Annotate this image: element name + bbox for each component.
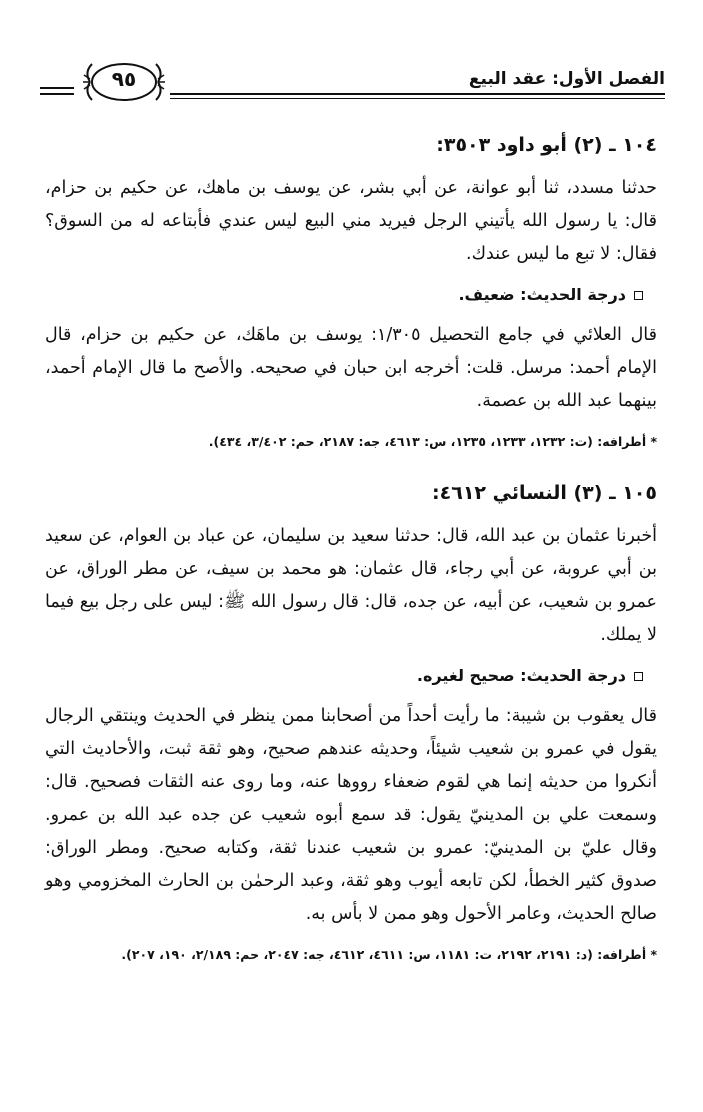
header-dash	[40, 87, 74, 99]
page-body	[45, 128, 657, 967]
hadith-104-commentary: قال العلائي في جامع التحصيل ١/٣٠٥: يوسف بن ماهَك، عن حكيم بن حزام، قال الإمام أحمد: مرسل. قلت: أخرجه ابن حبان في صحيحه. والأصح ما قال الإمام أحمد، بينهما عبد الله بن عصمة.	[45, 325, 657, 411]
hadith-104-refs: * أطرافه: (ت: ١٢٣٢، ١٢٣٣، ١٢٣٥، س: ٤٦١٣، جه: ٢١٨٧، حم: ٣/٤٠٢، ٤٣٤).	[208, 434, 657, 449]
page-number: ٩٥	[111, 67, 137, 91]
chapter-title: الفصل الأول: عقد البيع	[468, 69, 665, 89]
square-bullet-icon	[634, 672, 643, 681]
hadith-105-text: أخبرنا عثمان بن عبد الله، قال: حدثنا سعيد بن سليمان، عن عباد بن العوام، عن سعيد بن أبي عروبة، عن أبي رجاء، قال عثمان: هو محمد بن سيف، عن مطر الوراق، عن عمرو بن شعيب، عن أبيه، عن جده، قال: قال رسول الله ﷺ: ليس على رجل بيع فيما لا يملك.	[45, 526, 657, 645]
hadith-104-grade	[45, 283, 657, 307]
hadith-105-heading: ١٠٥ ـ (٣) النسائي ٤٦١٢:	[432, 482, 657, 504]
hadith-104-text: حدثنا مسدد، ثنا أبو عوانة، عن أبي بشر، عن يوسف بن ماهك، عن حكيم بن حزام، قال: يا رسول الله يأتيني الرجل فيريد مني البيع ليس عندي فأبتاعه له من السوق؟ فقال: لا تبع ما ليس عندك.	[45, 178, 657, 264]
hadith-105-grade-text: درجة الحديث: صحيح لغيره.	[416, 666, 626, 685]
page-header	[0, 55, 703, 115]
header-rule	[170, 93, 665, 99]
square-bullet-icon	[634, 291, 643, 300]
hadith-105-refs: * أطرافه: (د: ٢١٩١، ٢١٩٢، ت: ١١٨١، س: ٤٦١١، ٤٦١٢، جه: ٢٠٤٧، حم: ٢/١٨٩، ١٩٠، ٢٠٧).	[121, 947, 657, 962]
hadith-105-commentary: قال يعقوب بن شيبة: ما رأيت أحداً من أصحابنا ممن ينظر في الحديث وينتقي الرجال يقول في عمرو بن شعيب شيئاً، وحديثه عندهم صحيح، وهو ثقة ثبت، والأحاديث التي أنكروا من حديثه إنما هي لقوم ضعفاء رووها عنه، وما روى عنه الثقات فصحيح. قال: وسمعت علي بن المدينيّ يقول: قد سمع أبوه شعيب عن جده عبد الله بن عمرو. وقال عليّ بن المدينيّ: عمرو بن شعيب عندنا ثقة، وكتابه صحيح. ومطر الوراق: صدوق كثير الخطأ، لكن تابعه أيوب وهو ثقة، وعبد الرحمٰن بن الحارث المخزومي وهو صالح الحديث، وعامر الأحول وهو ممن لا بأس به.	[45, 706, 657, 924]
hadith-104-grade-text: درجة الحديث: ضعيف.	[458, 285, 626, 304]
hadith-104-heading: ١٠٤ ـ (٢) أبو داود ٣٥٠٣:	[436, 134, 657, 156]
hadith-105-grade	[45, 664, 657, 688]
